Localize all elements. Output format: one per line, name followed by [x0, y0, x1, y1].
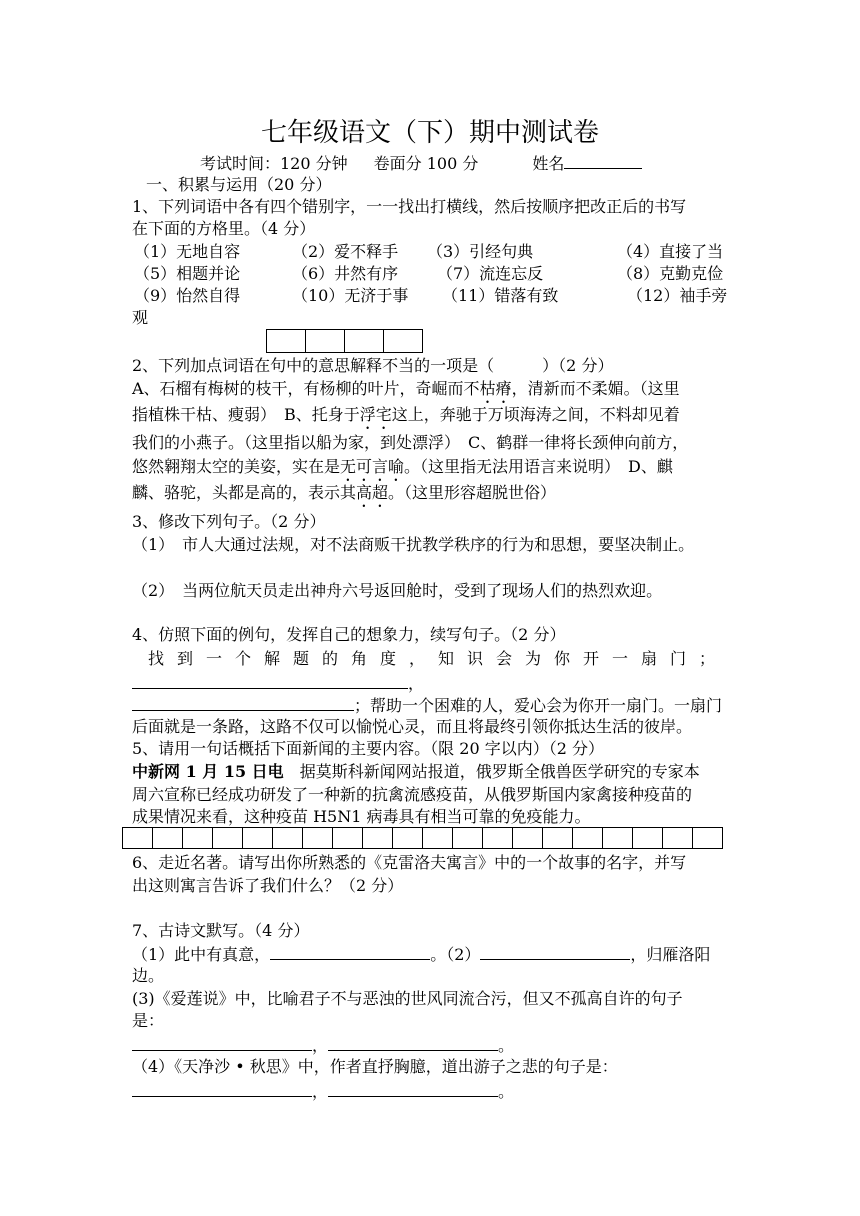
- q7-item3: (3)《爱莲说》中，比喻君子不与恶浊的世风同流合污，但又不孤高自许的句子: [132, 989, 683, 1008]
- q7-item1-end: 边。: [132, 966, 165, 985]
- answer-box[interactable]: [332, 827, 363, 849]
- q7-item4: （4）《天净沙 • 秋思》中，作者直抒胸臆，道出游子之悲的句子是：: [132, 1057, 618, 1076]
- answer-blank[interactable]: [132, 694, 354, 711]
- text: 指植株干枯、瘦弱） B、托身于: [132, 405, 360, 424]
- answer-box[interactable]: [572, 827, 603, 849]
- exam-info: [200, 152, 642, 175]
- q7-item4-blanks: [132, 1080, 514, 1103]
- text: 据莫斯科新闻网站报道，俄罗斯全俄兽医学研究的专家本: [283, 762, 700, 781]
- news-lead: 中新网 1 月 15 日电: [132, 762, 284, 781]
- answer-box[interactable]: [242, 827, 273, 849]
- answer-box[interactable]: [305, 329, 345, 353]
- answer-blank[interactable]: [132, 1080, 312, 1097]
- list-item: （7）流连忘反: [437, 264, 544, 283]
- text: ，: [312, 1036, 329, 1055]
- text: ，: [408, 674, 425, 693]
- answer-box[interactable]: [692, 827, 723, 849]
- q7-item3-b: 是：: [132, 1011, 165, 1030]
- text: 这上，奔驰于万顷海涛之间，不料却见着: [391, 405, 680, 424]
- list-item: （6）井然有序: [292, 264, 399, 283]
- q2-line4: 我们的小燕子。（这里指以船为家，到处漂浮） C、鹤群一律将长颈伸向前方，: [132, 433, 689, 452]
- answer-box[interactable]: [122, 827, 153, 849]
- q2-option-c: [132, 456, 673, 485]
- text: 麟、骆驼，头都是高的，表示其: [132, 483, 357, 502]
- q3-sentence2: （2） 当两位航天员走出神舟六号返回舱时，受到了现场人们的热烈欢迎。: [132, 581, 663, 600]
- list-item: （12）袖手旁: [627, 286, 728, 305]
- answer-box[interactable]: [212, 827, 243, 849]
- text: 。: [498, 1036, 515, 1055]
- list-item: （3）引经句典: [427, 242, 534, 261]
- text: ，: [312, 1082, 329, 1101]
- answer-box[interactable]: [602, 827, 633, 849]
- q4-line5: 后面就是一条路，这路不仅可以愉悦心灵，而且将最终引领你抵达生活的彼岸。: [132, 717, 693, 736]
- text: 。: [498, 1082, 515, 1101]
- answer-blank[interactable]: [270, 943, 430, 960]
- q3-line1: 3、修改下列句子。（2 分）: [132, 512, 326, 531]
- answer-box[interactable]: [392, 827, 423, 849]
- text: A、石榴有梅树的枝干，有杨柳的叶片，奇崛而不: [132, 379, 480, 398]
- answer-blank[interactable]: [132, 672, 408, 689]
- q2-option-b: [132, 404, 680, 433]
- q1-word-list: [132, 241, 732, 307]
- q1-line1: 1、下列词语中各有四个错别字，一一找出打横线，然后按顺序把改正后的书写: [132, 197, 687, 216]
- dotted-word: 无可言喻: [340, 457, 405, 476]
- answer-box[interactable]: [302, 827, 333, 849]
- answer-box[interactable]: [632, 827, 663, 849]
- text: 悠然翱翔太空的美姿，实在是: [132, 457, 341, 476]
- dotted-word: 高超: [356, 483, 389, 502]
- list-item: （10）无济于事: [292, 286, 409, 305]
- answer-box[interactable]: [266, 329, 306, 353]
- list-item: （8）克勤克俭: [617, 264, 724, 283]
- q7-line1: 7、古诗文默写。（4 分）: [132, 921, 310, 940]
- text: （1）此中有真意，: [132, 945, 271, 964]
- q2-option-a: [132, 378, 680, 407]
- q4-example: 找到一个解题的角度，知识会为你开一扇门；: [148, 649, 729, 668]
- text: ；帮助一个困难的人，爱心会为你开一扇门。一扇门: [354, 696, 723, 715]
- q7-item1: [132, 943, 710, 966]
- answer-box[interactable]: [383, 329, 423, 353]
- q5-line1: 5、请用一句话概括下面新闻的主要内容。（限 20 字以内）（2 分）: [132, 739, 604, 758]
- answer-blank[interactable]: [328, 1034, 498, 1051]
- text: 。（这里指无法用语言来说明） D、麒: [404, 457, 673, 476]
- list-item: （5）相题并论: [134, 264, 241, 283]
- list-item: （2）爱不释手: [292, 242, 399, 261]
- answer-box[interactable]: [152, 827, 183, 849]
- q1-answer-boxes: [266, 329, 423, 353]
- text: 。（2）: [430, 945, 481, 964]
- q4-line1: 4、仿照下面的例句，发挥自己的想象力，续写句子。（2 分）: [132, 625, 566, 644]
- answer-box[interactable]: [272, 827, 303, 849]
- text: 。（这里形容超脱世俗）: [388, 483, 557, 502]
- dotted-word: 浮宅: [359, 405, 392, 424]
- q1-line-last: 观: [132, 308, 149, 327]
- q5-news-line1: [132, 761, 700, 783]
- q2-line1: 2、下列加点词语在句中的意思解释不当的一项是（ ）（2 分）: [132, 356, 614, 375]
- q2-option-d: [132, 482, 556, 511]
- answer-box[interactable]: [452, 827, 483, 849]
- q6-line1: 6、走近名著。请写出你所熟悉的《克雷洛夫寓言》中的一个故事的名字，并写: [132, 853, 687, 872]
- answer-box[interactable]: [422, 827, 453, 849]
- answer-blank[interactable]: [480, 943, 630, 960]
- answer-box[interactable]: [542, 827, 573, 849]
- q4-blank-line1: [132, 672, 424, 695]
- q4-line4: [132, 694, 722, 717]
- answer-box[interactable]: [344, 329, 384, 353]
- answer-box[interactable]: [662, 827, 693, 849]
- exam-score: 卷面分 100 分: [373, 154, 479, 173]
- answer-box[interactable]: [362, 827, 393, 849]
- text: ，清新而不柔媚。（这里: [511, 379, 680, 398]
- q5-answer-grid: [122, 827, 723, 849]
- answer-blank[interactable]: [328, 1080, 498, 1097]
- name-label: 姓名: [532, 154, 565, 173]
- list-item: （11）错落有致: [442, 286, 559, 305]
- q6-line2: 出这则寓言告诉了我们什么？（2 分）: [132, 876, 404, 895]
- q5-news-line2: 周六宣称已经成功研发了一种新的抗禽流感疫苗，从俄罗斯国内家禽接种疫苗的: [132, 785, 693, 804]
- answer-box[interactable]: [482, 827, 513, 849]
- answer-box[interactable]: [182, 827, 213, 849]
- exam-time: 考试时间：120 分钟: [200, 154, 348, 173]
- section-heading: 一、积累与运用（20 分）: [146, 175, 332, 194]
- name-blank[interactable]: [564, 152, 642, 169]
- text: ，归雁洛阳: [630, 945, 711, 964]
- list-item: （9）怡然自得: [134, 286, 241, 305]
- q7-item3-blanks: [132, 1034, 514, 1057]
- q1-line2: 在下面的方格里。（4 分）: [132, 219, 316, 238]
- exam-title: 七年级语文（下）期中测试卷: [260, 118, 599, 148]
- q3-sentence1: （1） 市人大通过法规，对不法商贩干扰教学秩序的行为和思想，要坚决制止。: [132, 535, 695, 554]
- answer-box[interactable]: [512, 827, 543, 849]
- q5-news-line3: 成果情况来看，这种疫苗 H5N1 病毒具有相当可靠的免疫能力。: [132, 807, 591, 826]
- dotted-word: 枯瘠: [479, 379, 512, 398]
- list-item: （1）无地自容: [134, 242, 241, 261]
- list-item: （4）直接了当: [617, 242, 724, 261]
- answer-blank[interactable]: [132, 1034, 312, 1051]
